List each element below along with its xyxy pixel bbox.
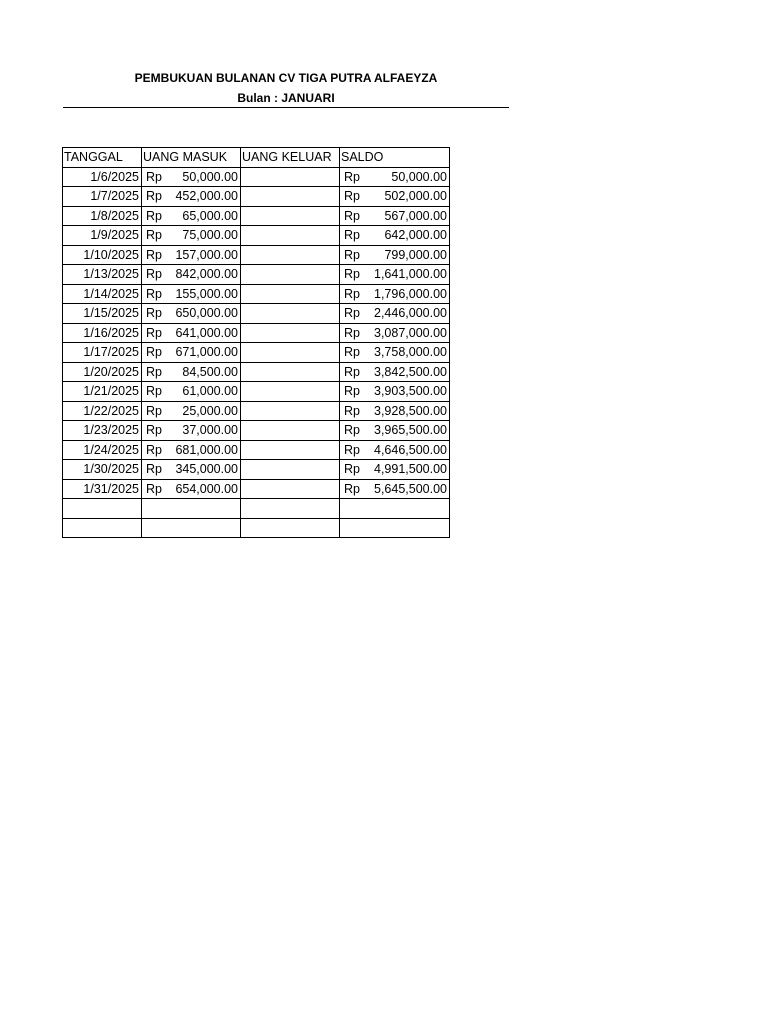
currency-label: Rp [344,286,360,301]
cell-uang-keluar [241,284,340,304]
cell-saldo [340,226,450,246]
currency-label: Rp [146,189,162,204]
cell-saldo [340,479,450,499]
amount-value: 842,000.00 [175,267,238,282]
currency-label: Rp [146,384,162,399]
cell-uang-keluar [241,206,340,226]
cell-uang-masuk [142,245,241,265]
amount-value: 799,000.00 [384,247,447,262]
page-subtitle: Bulan : JANUARI [237,91,335,105]
cell-tanggal: 1/24/2025 [63,440,142,460]
ledger-table [62,147,450,538]
amount-value: 1,641,000.00 [374,267,447,282]
cell-uang-keluar [241,226,340,246]
amount-value: 37,000.00 [182,423,238,438]
amount-value: 502,000.00 [384,189,447,204]
cell-uang-keluar [241,245,340,265]
amount-value: 681,000.00 [175,442,238,457]
header-tanggal: TANGGAL [63,148,142,168]
cell-tanggal: 1/10/2025 [63,245,142,265]
amount-value: 2,446,000.00 [374,306,447,321]
amount-value: 3,928,500.00 [374,403,447,418]
cell-uang-masuk [142,479,241,499]
cell-uang-keluar [241,401,340,421]
cell-saldo [340,167,450,187]
amount-value: 3,842,500.00 [374,364,447,379]
table-row [63,479,450,499]
currency-label: Rp [344,169,360,184]
cell-uang-keluar [241,460,340,480]
cell-tanggal: 1/6/2025 [63,167,142,187]
currency-label: Rp [344,345,360,360]
table-row [63,518,450,538]
amount-value: 4,646,500.00 [374,442,447,457]
cell-tanggal: 1/17/2025 [63,343,142,363]
cell-tanggal: 1/14/2025 [63,284,142,304]
cell-tanggal: 1/15/2025 [63,304,142,324]
cell-uang-masuk [142,440,241,460]
currency-label: Rp [146,247,162,262]
table-row [63,206,450,226]
cell-uang-keluar [241,187,340,207]
cell-tanggal: 1/22/2025 [63,401,142,421]
cell-tanggal: 1/13/2025 [63,265,142,285]
table-header-row [63,148,450,168]
amount-value: 50,000.00 [391,169,447,184]
currency-label: Rp [344,442,360,457]
cell-tanggal: 1/31/2025 [63,479,142,499]
amount-value: 641,000.00 [175,325,238,340]
cell-tanggal [63,499,142,519]
currency-label: Rp [146,228,162,243]
currency-label: Rp [344,267,360,282]
table-row [63,284,450,304]
header-uang-keluar: UANG KELUAR [241,148,340,168]
table-row [63,382,450,402]
currency-label: Rp [344,325,360,340]
cell-saldo [340,284,450,304]
cell-saldo [340,421,450,441]
amount-value: 25,000.00 [182,403,238,418]
cell-uang-masuk [142,343,241,363]
amount-value: 75,000.00 [182,228,238,243]
cell-uang-masuk [142,362,241,382]
amount-value: 50,000.00 [182,169,238,184]
amount-value: 567,000.00 [384,208,447,223]
cell-uang-keluar [241,499,340,519]
cell-uang-masuk [142,499,241,519]
cell-tanggal [63,518,142,538]
currency-label: Rp [344,228,360,243]
amount-value: 61,000.00 [182,384,238,399]
amount-value: 157,000.00 [175,247,238,262]
cell-uang-masuk [142,401,241,421]
cell-saldo [340,499,450,519]
amount-value: 642,000.00 [384,228,447,243]
cell-saldo [340,401,450,421]
table-row [63,265,450,285]
table-row [63,226,450,246]
table-row [63,421,450,441]
cell-tanggal: 1/9/2025 [63,226,142,246]
title-underline [63,107,509,108]
amount-value: 3,087,000.00 [374,325,447,340]
currency-label: Rp [344,423,360,438]
amount-value: 650,000.00 [175,306,238,321]
table-row [63,440,450,460]
cell-saldo [340,187,450,207]
amount-value: 3,965,500.00 [374,423,447,438]
cell-tanggal: 1/7/2025 [63,187,142,207]
table-row [63,362,450,382]
currency-label: Rp [146,481,162,496]
cell-uang-keluar [241,479,340,499]
cell-uang-keluar [241,518,340,538]
cell-uang-keluar [241,440,340,460]
amount-value: 3,758,000.00 [374,345,447,360]
cell-uang-masuk [142,304,241,324]
table-row [63,499,450,519]
cell-uang-masuk [142,265,241,285]
currency-label: Rp [146,403,162,418]
table-row [63,187,450,207]
currency-label: Rp [146,364,162,379]
cell-tanggal: 1/20/2025 [63,362,142,382]
page-title: PEMBUKUAN BULANAN CV TIGA PUTRA ALFAEYZA [134,71,438,85]
cell-saldo [340,323,450,343]
cell-uang-masuk [142,284,241,304]
currency-label: Rp [146,423,162,438]
cell-uang-keluar [241,323,340,343]
cell-saldo [340,245,450,265]
cell-saldo [340,460,450,480]
table-row [63,167,450,187]
currency-label: Rp [146,345,162,360]
currency-label: Rp [344,403,360,418]
currency-label: Rp [344,462,360,477]
amount-value: 65,000.00 [182,208,238,223]
cell-uang-masuk [142,460,241,480]
cell-saldo [340,382,450,402]
currency-label: Rp [344,384,360,399]
currency-label: Rp [146,208,162,223]
cell-tanggal: 1/23/2025 [63,421,142,441]
table-row [63,323,450,343]
cell-saldo [340,518,450,538]
cell-tanggal: 1/30/2025 [63,460,142,480]
cell-uang-masuk [142,226,241,246]
currency-label: Rp [146,306,162,321]
cell-uang-keluar [241,167,340,187]
table-row [63,343,450,363]
table-row [63,460,450,480]
amount-value: 452,000.00 [175,189,238,204]
amount-value: 345,000.00 [175,462,238,477]
currency-label: Rp [344,247,360,262]
cell-uang-keluar [241,343,340,363]
cell-uang-masuk [142,323,241,343]
cell-saldo [340,362,450,382]
currency-label: Rp [344,189,360,204]
currency-label: Rp [146,286,162,301]
cell-uang-masuk [142,187,241,207]
cell-uang-masuk [142,382,241,402]
cell-uang-keluar [241,421,340,441]
cell-uang-masuk [142,167,241,187]
amount-value: 3,903,500.00 [374,384,447,399]
cell-uang-keluar [241,304,340,324]
currency-label: Rp [344,208,360,223]
cell-saldo [340,304,450,324]
header-uang-masuk: UANG MASUK [142,148,241,168]
cell-saldo [340,343,450,363]
currency-label: Rp [344,481,360,496]
cell-saldo [340,440,450,460]
header-saldo: SALDO [340,148,450,168]
cell-uang-masuk [142,421,241,441]
amount-value: 671,000.00 [175,345,238,360]
table-row [63,245,450,265]
cell-saldo [340,206,450,226]
currency-label: Rp [146,169,162,184]
amount-value: 155,000.00 [175,286,238,301]
currency-label: Rp [146,442,162,457]
table-body [63,167,450,538]
currency-label: Rp [344,364,360,379]
amount-value: 5,645,500.00 [374,481,447,496]
cell-uang-keluar [241,265,340,285]
amount-value: 1,796,000.00 [374,286,447,301]
currency-label: Rp [344,306,360,321]
cell-tanggal: 1/21/2025 [63,382,142,402]
cell-uang-keluar [241,362,340,382]
currency-label: Rp [146,267,162,282]
table-row [63,304,450,324]
cell-uang-masuk [142,518,241,538]
currency-label: Rp [146,325,162,340]
cell-uang-keluar [241,382,340,402]
table-row [63,401,450,421]
amount-value: 4,991,500.00 [374,462,447,477]
amount-value: 654,000.00 [175,481,238,496]
cell-tanggal: 1/16/2025 [63,323,142,343]
cell-tanggal: 1/8/2025 [63,206,142,226]
currency-label: Rp [146,462,162,477]
cell-saldo [340,265,450,285]
cell-uang-masuk [142,206,241,226]
amount-value: 84,500.00 [182,364,238,379]
